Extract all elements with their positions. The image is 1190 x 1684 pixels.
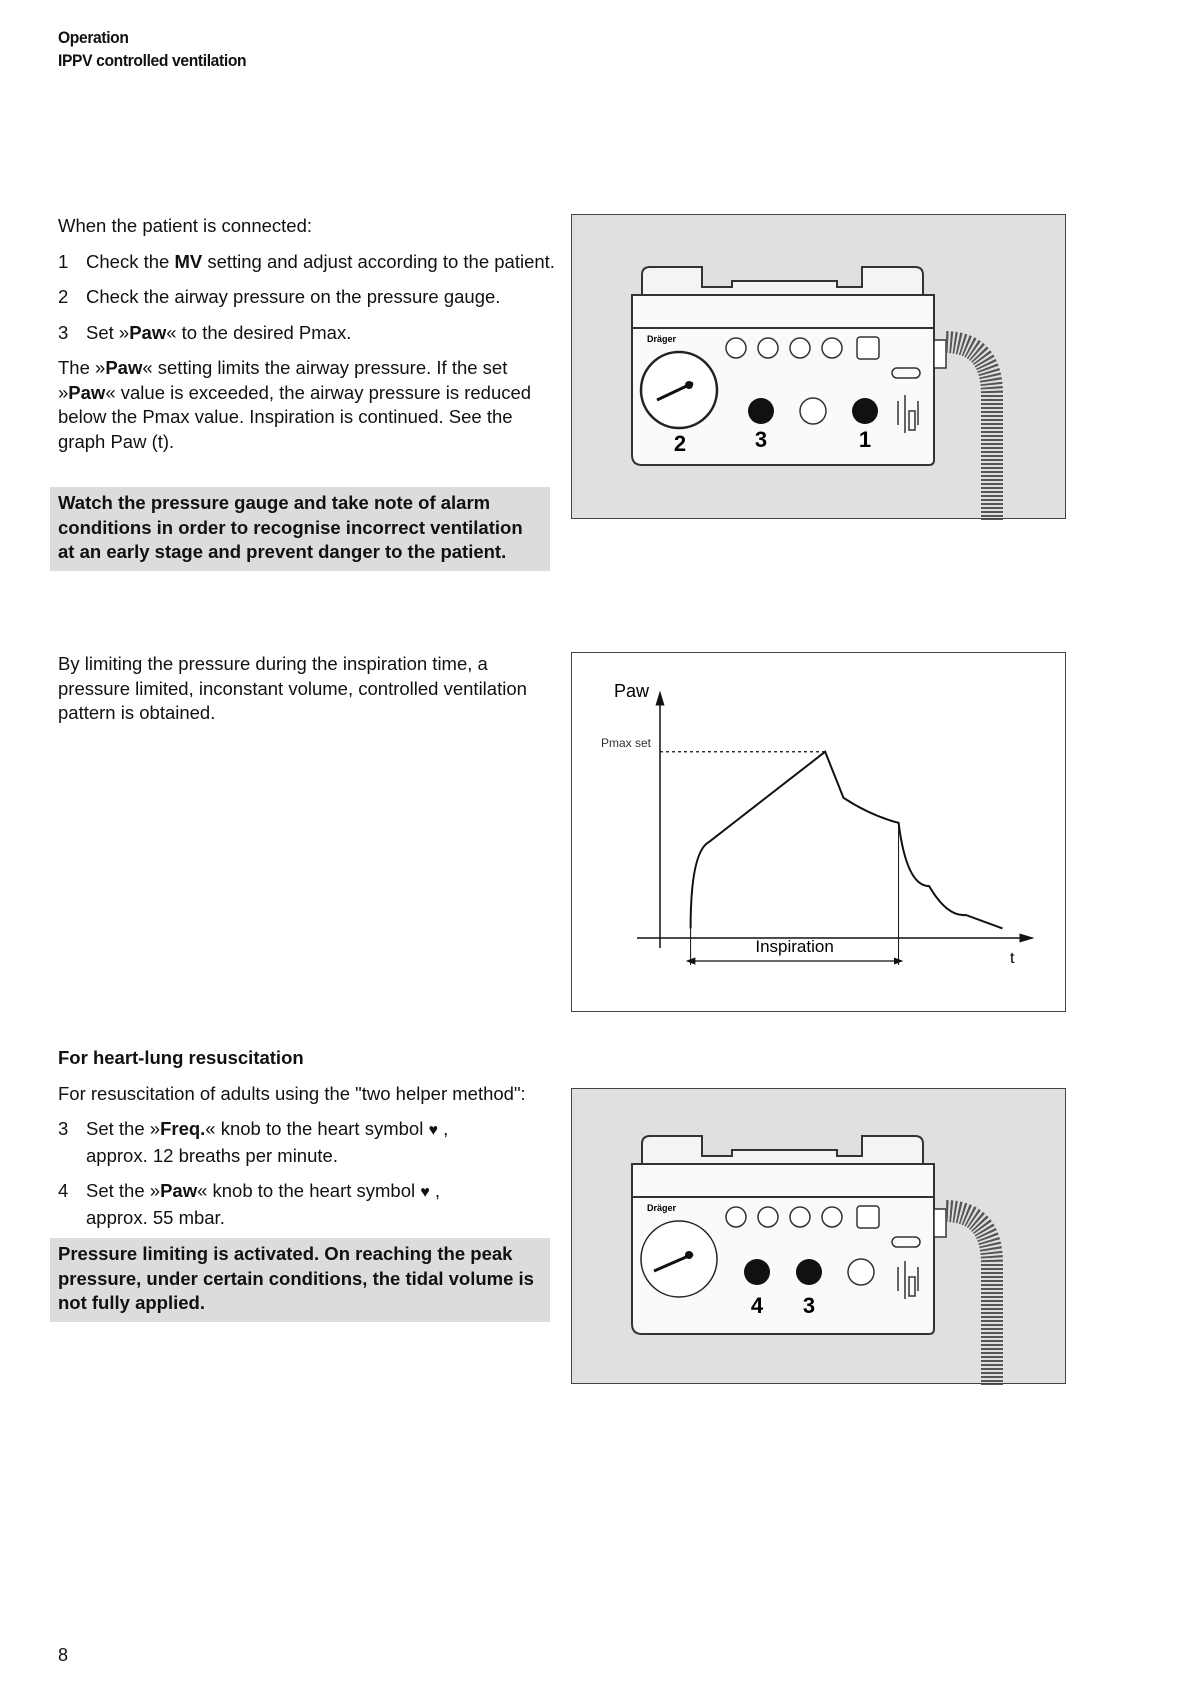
knob-black-2: [852, 398, 878, 424]
step-3: 3 Set »Paw« to the desired Pmax.: [58, 321, 352, 343]
step-2: 2 Check the airway pressure on the pressure gauge.: [58, 286, 501, 307]
heart-icon: ♥: [428, 1122, 438, 1139]
y-axis-label: Paw: [614, 681, 650, 701]
warning-box-2: Pressure limiting is activated. On reaching the peak pressure, under certain conditions, the tidal volume is not fully applied.: [50, 1238, 550, 1322]
brand-logo: Dräger: [647, 1203, 677, 1213]
ventilator-illustration-2: [572, 1089, 1067, 1385]
warning-box-1: Watch the pressure gauge and take note of alarm conditions in order to recognise incorrect ventilation at an early stage and prevent danger to the patient.: [50, 487, 550, 571]
section-header: Operation: [58, 28, 129, 47]
hose: [946, 342, 992, 520]
inspiration-label: Inspiration: [755, 937, 834, 956]
label-3: 3: [754, 427, 768, 452]
knob-black-1: [744, 1259, 770, 1285]
label-2: 2: [673, 431, 687, 456]
figure-ventilator-panel-2: [571, 1088, 1066, 1384]
knob-white: [800, 398, 826, 424]
label-4: 4: [750, 1293, 764, 1318]
knob-black-1: [748, 398, 774, 424]
brand-logo: Dräger: [647, 334, 677, 344]
page-number: 8: [58, 1645, 69, 1665]
block3-text: [58, 1046, 568, 1230]
hose: [946, 1211, 992, 1385]
x-axis-label: t: [1010, 950, 1015, 967]
block2-text: By limiting the pressure during the inspiration time, a pressure limited, inconstant volume, controlled ventilation pattern is obtained.: [58, 653, 527, 723]
block1-intro: When the patient is connected:: [58, 215, 313, 236]
figure-ventilator-panel-1: [571, 214, 1066, 519]
pressure-curve: [691, 752, 1003, 929]
pressure-chart: [572, 653, 1067, 1013]
device-handle: [642, 1136, 923, 1164]
figure-pressure-graph: [571, 652, 1066, 1012]
device-handle: [642, 267, 923, 295]
resus-step-4: 4 Set the »Paw« knob to the heart symbol ♥ , approx. 55 mbar.: [58, 1180, 441, 1228]
pmax-label: Pmax set: [601, 736, 652, 750]
resus-step-3: 3 Set the »Freq.« knob to the heart symbol ♥ , approx. 12 breaths per minute.: [58, 1118, 449, 1166]
heart-icon: ♥: [420, 1184, 430, 1201]
resuscitation-heading: For heart-lung resuscitation: [58, 1047, 304, 1068]
label-3: 3: [802, 1293, 816, 1318]
resuscitation-intro: For resuscitation of adults using the "two helper method":: [58, 1082, 526, 1104]
block1-paragraph: The »Paw« setting limits the airway pressure. If the set »Paw« value is exceeded, the airway pressure is reduced below the Pmax value. Inspiration is continued. See the graph Paw (t).: [58, 357, 532, 452]
step-1: 1 Check the MV setting and adjust according to the patient.: [58, 250, 555, 272]
ventilator-illustration-1: [572, 215, 1067, 520]
block1-text: [58, 214, 558, 454]
subsection-header: IPPV controlled ventilation: [58, 51, 247, 70]
knob-black-2: [796, 1259, 822, 1285]
knob-white: [848, 1259, 874, 1285]
label-1: 1: [858, 427, 872, 452]
